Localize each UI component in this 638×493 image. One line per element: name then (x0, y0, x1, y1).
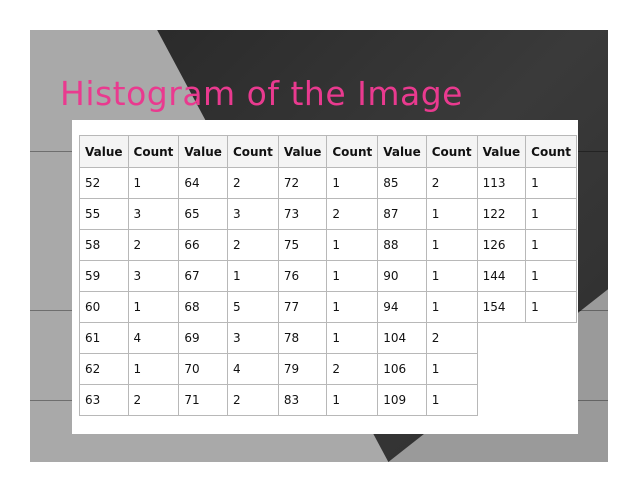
count-cell: 3 (128, 199, 179, 230)
value-cell: 154 (477, 292, 526, 323)
table-row (80, 323, 577, 354)
count-cell: 1 (327, 168, 378, 199)
value-cell: 113 (477, 168, 526, 199)
value-cell: 83 (278, 385, 327, 416)
value-cell: 65 (179, 199, 228, 230)
count-cell: 2 (227, 385, 278, 416)
count-cell: 1 (426, 261, 477, 292)
count-cell: 1 (327, 261, 378, 292)
table-row (80, 199, 577, 230)
count-cell: 1 (426, 354, 477, 385)
count-cell: 1 (526, 168, 577, 199)
count-cell: 5 (227, 292, 278, 323)
table-row (80, 385, 577, 416)
value-cell: 60 (80, 292, 129, 323)
column-header: Value (378, 136, 427, 168)
count-cell: 1 (327, 385, 378, 416)
count-cell: 1 (327, 323, 378, 354)
empty-cell (477, 385, 526, 416)
value-cell: 55 (80, 199, 129, 230)
column-header: Count (526, 136, 577, 168)
slide-title: Histogram of the Image (60, 74, 463, 113)
value-cell: 61 (80, 323, 129, 354)
value-cell: 70 (179, 354, 228, 385)
value-cell: 87 (378, 199, 427, 230)
table-row (80, 292, 577, 323)
empty-cell (526, 323, 577, 354)
value-cell: 64 (179, 168, 228, 199)
value-cell: 94 (378, 292, 427, 323)
count-cell: 2 (327, 354, 378, 385)
value-cell: 62 (80, 354, 129, 385)
count-cell: 2 (128, 385, 179, 416)
value-cell: 71 (179, 385, 228, 416)
value-cell: 78 (278, 323, 327, 354)
count-cell: 2 (327, 199, 378, 230)
value-cell: 144 (477, 261, 526, 292)
count-cell: 1 (227, 261, 278, 292)
table-row (80, 261, 577, 292)
table-row (80, 354, 577, 385)
count-cell: 3 (128, 261, 179, 292)
count-cell: 2 (128, 230, 179, 261)
value-cell: 85 (378, 168, 427, 199)
count-cell: 3 (227, 323, 278, 354)
count-cell: 1 (526, 199, 577, 230)
column-header: Value (477, 136, 526, 168)
value-cell: 69 (179, 323, 228, 354)
count-cell: 1 (327, 230, 378, 261)
value-cell: 58 (80, 230, 129, 261)
value-cell: 67 (179, 261, 228, 292)
column-header: Value (80, 136, 129, 168)
column-header: Count (426, 136, 477, 168)
value-cell: 68 (179, 292, 228, 323)
value-cell: 63 (80, 385, 129, 416)
count-cell: 2 (426, 168, 477, 199)
count-cell: 1 (128, 168, 179, 199)
count-cell: 2 (227, 168, 278, 199)
value-cell: 76 (278, 261, 327, 292)
count-cell: 1 (426, 230, 477, 261)
count-cell: 2 (227, 230, 278, 261)
count-cell: 1 (426, 292, 477, 323)
count-cell: 1 (128, 292, 179, 323)
column-header: Count (227, 136, 278, 168)
value-cell: 104 (378, 323, 427, 354)
count-cell: 2 (426, 323, 477, 354)
count-cell: 1 (526, 292, 577, 323)
table-header-row (80, 136, 577, 168)
count-cell: 1 (128, 354, 179, 385)
table-row (80, 230, 577, 261)
value-cell: 75 (278, 230, 327, 261)
value-cell: 66 (179, 230, 228, 261)
value-cell: 106 (378, 354, 427, 385)
value-cell: 73 (278, 199, 327, 230)
empty-cell (477, 354, 526, 385)
value-cell: 77 (278, 292, 327, 323)
count-cell: 4 (227, 354, 278, 385)
histogram-table (79, 135, 577, 416)
count-cell: 1 (327, 292, 378, 323)
table-body (80, 168, 577, 416)
value-cell: 109 (378, 385, 427, 416)
count-cell: 1 (526, 230, 577, 261)
value-cell: 59 (80, 261, 129, 292)
empty-cell (477, 323, 526, 354)
count-cell: 1 (526, 261, 577, 292)
value-cell: 126 (477, 230, 526, 261)
column-header: Count (327, 136, 378, 168)
value-cell: 88 (378, 230, 427, 261)
column-header: Value (179, 136, 228, 168)
count-cell: 1 (426, 385, 477, 416)
empty-cell (526, 354, 577, 385)
table-panel (72, 120, 578, 434)
value-cell: 122 (477, 199, 526, 230)
value-cell: 52 (80, 168, 129, 199)
count-cell: 1 (426, 199, 477, 230)
count-cell: 3 (227, 199, 278, 230)
value-cell: 72 (278, 168, 327, 199)
empty-cell (526, 385, 577, 416)
value-cell: 79 (278, 354, 327, 385)
table-row (80, 168, 577, 199)
column-header: Value (278, 136, 327, 168)
count-cell: 4 (128, 323, 179, 354)
column-header: Count (128, 136, 179, 168)
value-cell: 90 (378, 261, 427, 292)
